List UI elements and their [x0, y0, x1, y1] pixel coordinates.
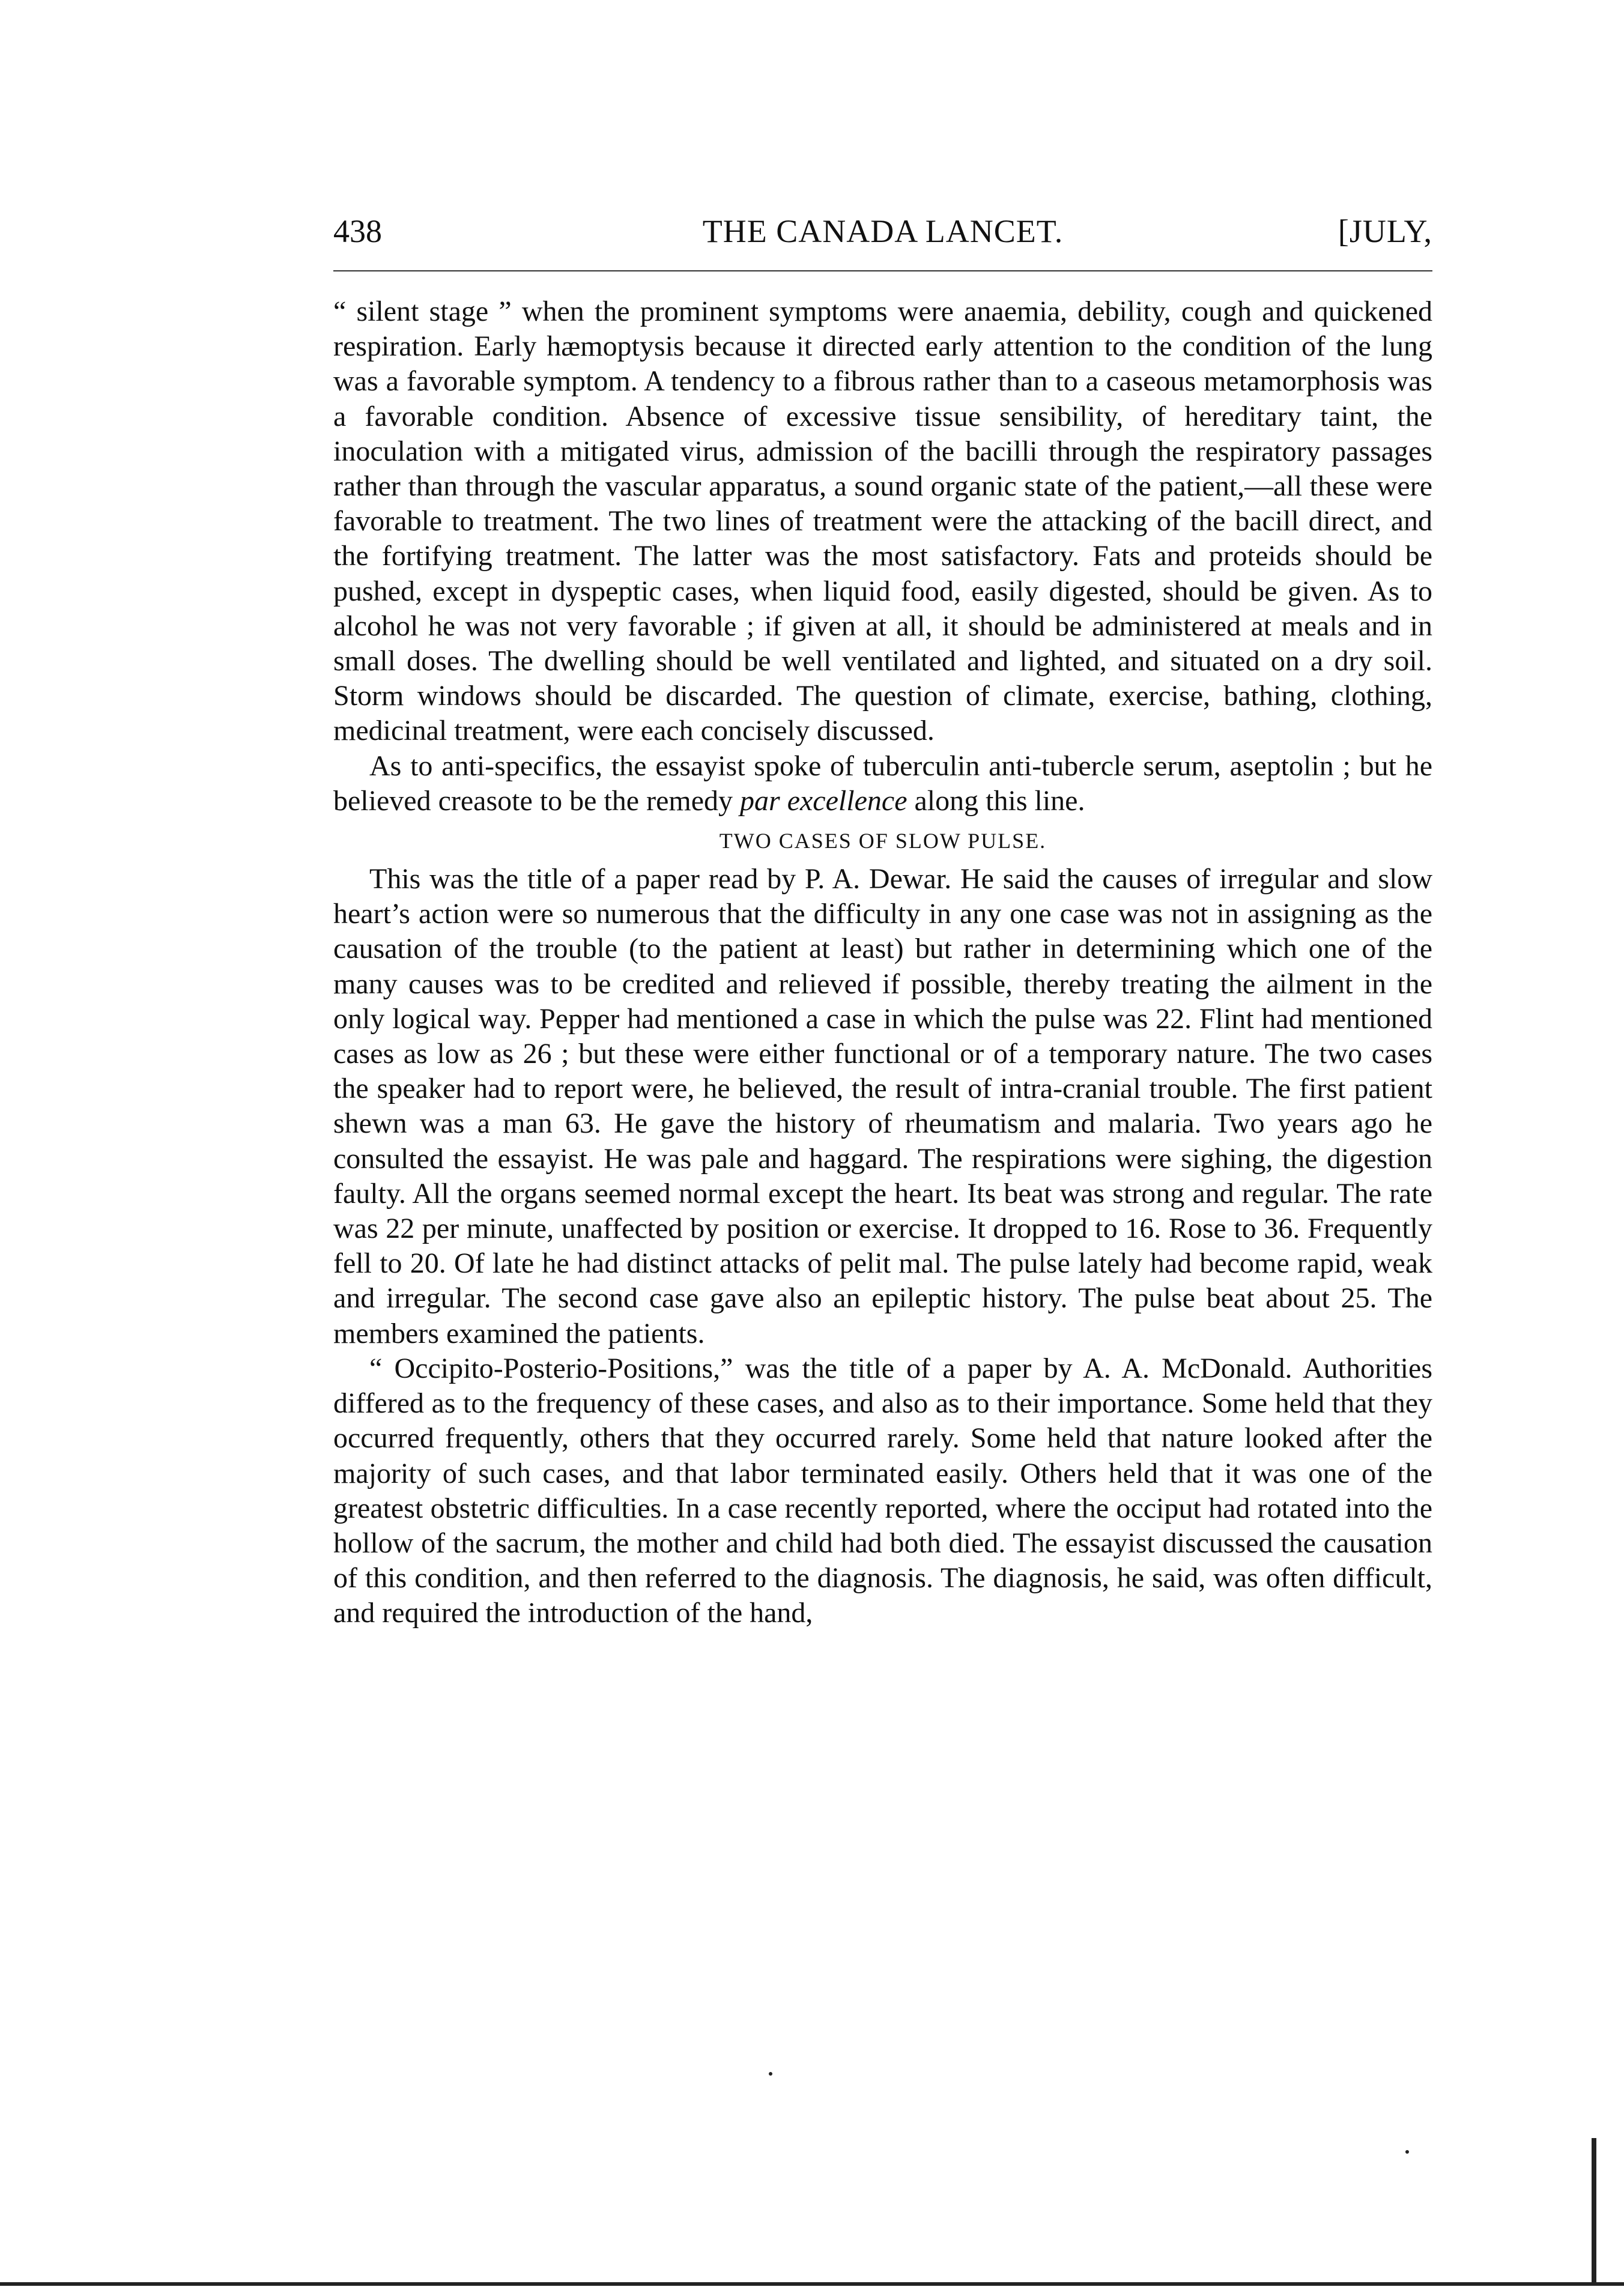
paragraph-text: As to anti-specifics, the essayist spoke of tuberculin anti-tubercle serum, aseptolin ; but he believed creasote to be the remedy	[333, 750, 1432, 817]
paragraph-slow-pulse: This was the title of a paper read by P. A. Dewar. He said the causes of irregular and slow heart’s action were so numerous that the difficulty in any one case was not in assigning as the causation of the trouble (to the patient at least) but rather in determining which one of the many causes was to be credited and relieved if possible, thereby treating the ailment in the only logical way. Pepper had mentioned a case in which the pulse was 22. Flint had mentioned cases as low as 26 ; but these were either functional or of a temporary nature. The two cases the speaker had to report were, he believed, the result of intra-cranial trouble. The first patient shewn was a man 63. He gave the history of rheumatism and malaria. Two years ago he consulted the essayist. He was pale and haggard. The respirations were sighing, the digestion faulty. All the organs seemed normal except the heart. Its beat was strong and regular. The rate was 22 per minute, unaffected by position or exercise. It dropped to 16. Rose to 36. Frequently fell to 20. Of late he had distinct attacks of pelit mal. The pulse lately had become rapid, weak and irregular. The second case gave also an epileptic history. The pulse beat about 25. The members examined the patients.	[333, 863, 1432, 1349]
section-heading: TWO CASES OF SLOW PULSE.	[719, 829, 1047, 853]
page-number: 438	[333, 213, 382, 249]
paragraph-continued: “ silent stage ” when the prominent symptoms were anaemia, debility, cough and quickened respiration. Early hæmoptysis because it directed early attention to the condition of the lung was a favorable symptom. A tendency to a fibrous rather than to a caseous metamorphosis was a favorable condition. Absence of excessive tissue sensibility, of hereditary taint, the inoculation with a mitigated virus, admission of the bacilli through the respiratory passages rather than through the vascular apparatus, a sound organic state of the patient,—all these were favorable to treatment. The two lines of treatment were the attacking of the bacill direct, and the fortifying treatment. The latter was the most satisfactory. Fats and proteids should be pushed, except in dyspeptic cases, when liquid food, easily digested, should be given. As to alcohol he was not very favorable ; if given at all, it should be administered at meals and in small doses. The dwelling should be well ventilated and lighted, and situated on a dry soil. Storm windows should be discarded. The question of climate, exercise, bathing, clothing, medicinal treatment, were each concisely discussed.	[333, 295, 1432, 747]
scan-speck	[769, 2072, 772, 2076]
page-edge-shadow	[1592, 2138, 1596, 2282]
paragraph-occipito-posterior: “ Occipito-Posterio-Positions,” was the title of a paper by A. A. McDonald. Authorities differed as to the frequency of these cases, and also as to their importance. Some held that they occurred frequently, others that they occurred rarely. Some held that nature looked after the majority of such cases, and that labor terminated easily. Others held that it was one of the greatest obstetric difficulties. In a case recently reported, where the occiput had rotated into the hollow of the sacrum, the mother and child had both died. The essayist discussed the causation of this condition, and then referred to the diagnosis. The diagnosis, he said, was often difficult, and required the introduction of the hand,	[333, 1352, 1432, 1629]
article-body	[333, 294, 1432, 1631]
header-rule	[333, 270, 1432, 271]
page-bottom-edge	[0, 2282, 1624, 2286]
running-header	[333, 207, 1432, 255]
issue-month: [JULY,	[1338, 213, 1432, 249]
paragraph-anti-specifics	[333, 749, 1432, 819]
journal-title: THE CANADA LANCET.	[702, 213, 1064, 249]
scan-speck	[1405, 2150, 1409, 2154]
paragraph-text: along this line.	[907, 784, 1085, 817]
italic-phrase: par excellence	[740, 784, 907, 817]
